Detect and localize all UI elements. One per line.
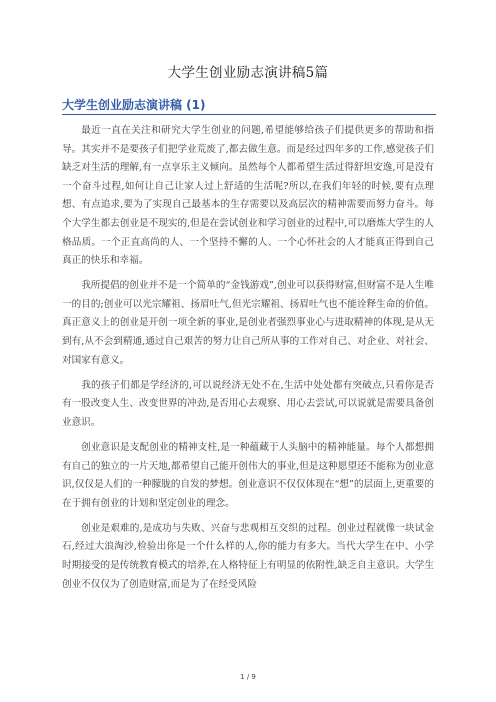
paragraph: 创业意识是支配创业的精神支柱,是一种蕴藏于人头脑中的精神能量。每个人都想拥有自己的独立的一片天地,都希望自己能开创伟大的事业,但是这种愿望还不能称为创业意识,仅仅是人们的一种朦胧的自发的梦想。创业意识不仅仅体现在“想”的层面上,更重要的在于拥有创业的计划和坚定创业的理念。 [62, 442, 434, 509]
paragraph: 我的孩子们都是学经济的,可以说经济无处不在,生活中处处都有突破点,只看你是否有一股改变人生、改变世界的冲劲,是否用心去观察、用心去尝试,可以说就是需要具备创业意识。 [62, 379, 434, 428]
paragraph: 我所提倡的创业并不是一个简单的“金钱游戏”,创业可以获得财富,但财富不是人生唯一的目的;创业可以光宗耀祖、扬眉吐气,但光宗耀祖、扬眉吐气也不能诠释生命的价值。真正意义上的创业是开创一项全新的事业,是创业者强烈事业心与进取精神的体现,是从无到有,从不会到精通,通过自己艰苦的努力让自己所从事的工作对自己、对企业、对社会、对国家有意义。 [62, 280, 434, 366]
section-divider [62, 114, 436, 115]
paragraph: 最近一直在关注和研究大学生创业的问题,希望能够给孩子们提供更多的帮助和指导。其实并不是要孩子们把学业荒废了,都去做生意。而是经过四年多的工作,感觉孩子们缺乏对生活的理解,有一点享乐主义倾向。虽然每个人都希望生活过得舒坦安逸,可是没有一个奋斗过程,如何让自己让家人过上舒适的生活呢?所以,在我们年轻的时候,要有点理想、有点追求,要为了实现自己最基本的生存需要以及高层次的精神需要而努力奋斗。每个大学生都去创业是不现实的,但是在尝试创业和学习创业的过程中,可以磨炼大学生的人格品质。一个正直高尚的人、一个坚持不懈的人、一个心怀社会的人才能真正得到自己真正的快乐和幸福。 [62, 125, 434, 267]
document-title: 大学生创业励志演讲稿5篇 [167, 65, 329, 81]
page-indicator: 1 / 9 [240, 673, 256, 681]
document-body [62, 122, 434, 601]
paragraph: 创业是艰难的,是成功与失败、兴奋与悲观相互交织的过程。创业过程就像一块试金石,经过大浪淘沙,检验出你是一个什么样的人,你的能力有多大。当代大学生在中、小学时期接受的是传统教育模式的培养,在人格特征上有明显的依附性,缺乏自主意识。大学生创业不仅仅为了创造财富,而是为了在经受风险 [62, 522, 434, 590]
section-heading: 大学生创业励志演讲稿 (1) [62, 98, 206, 112]
